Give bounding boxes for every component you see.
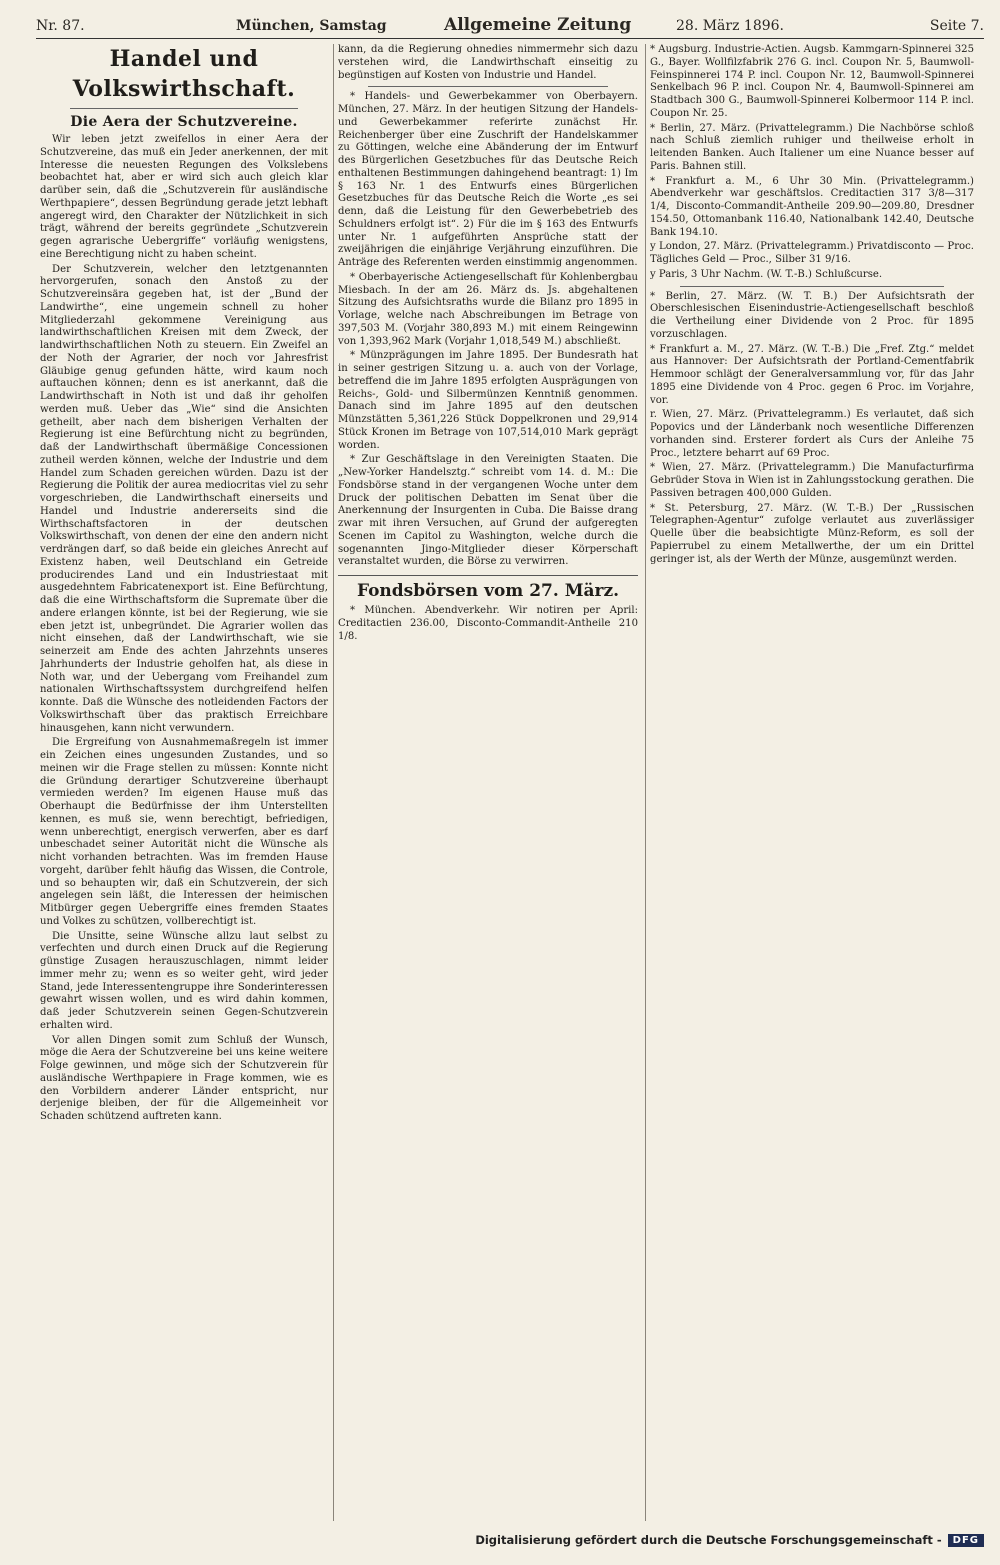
issue-date: 28. März 1896. [676, 18, 784, 34]
newspaper-title: Allgemeine Zeitung [444, 15, 632, 35]
paragraph: Die Ergreifung von Ausnahmemaßregeln ist immer ein Zeichen eines ungesunden Zustandes, und so meinen wir die Frage stellen zu müssen: Konnte nicht die Gründung derartiger Schutzvereine überhaupt vermieden werden? Im eigenen Hause muß das Oberhaupt die Bedürfnisse der ihm Unterstellten kennen, es muß sie, wenn berechtigt, befriedigen, wenn unberechtigt, energisch verwerfen, aber es darf unbeschadet seiner Autorität nicht die Wünsche als nicht vorhanden betrachten. Was im fremden Hause vorgeht, darüber fehlt häufig das Wissen, die Controle, und so behaupten wir, daß ein Schutzverein, der sich angelegen sein läßt, die Interessen der heimischen Mitbürger gegen Uebergriffe eines fremden Staates und Volkes zu schützen, vollberechtigt ist. [40, 737, 328, 927]
paragraph: * Handels- und Gewerbekammer von Oberbayern. München, 27. März. In der heutigen Sitzung der Handels- und Gewerbekammer referirte zunächst Hr. Reichenberger über eine Zuschrift der Handelskammer zu Göttingen, welche eine Abänderung der im Entwurf des Bürgerlichen Gesetzbuches für das Deutsche Reich enthaltenen Bestimmungen dahingehend beantragt: 1) Im § 163 Nr. 1 des Entwurfs eines Bürgerlichen Gesetzbuches für das Deutsche Reich die Worte „es sei denn, daß die Leistung für den Gewerbebetrieb des Schuldners erfolgt ist“. 2) Für die im § 163 des Entwurfs unter Nr. 1 aufgeführten Ansprüche statt der zweijährigen die einjährige Verjährung einzuführen. Die Anträge des Referenten werden einstimmig angenommen. [338, 91, 638, 268]
paragraph: Wir leben jetzt zweifellos in einer Aera der Schutzvereine, das muß ein Jeder anerkennen, der mit Interesse die neuesten Regungen des Volkslebens beobachtet hat, aber er wird sich auch gleich klar darüber sein, daß die „Schutzverein für ausländische Werthpapiere“, dessen Begründung gerade jetzt lebhaft angeregt wird, den Charakter der Nützlichkeit in sich trägt, während der bereits gegründete „Schutzverein gegen agrarische Uebergriffe“ vorläufig wenigstens, eine Berechtigung nicht zu haben scheint. [40, 134, 328, 260]
column-2 [338, 44, 638, 1521]
column-rule [333, 44, 334, 1521]
paragraph: * Frankfurt a. M., 6 Uhr 30 Min. (Privattelegramm.) Abendverkehr war geschäftslos. Creditactien 317 3/8—317 1/4, Disconto-Commandit-Antheile 209.90—209.80, Dresdner 154.50, Ottomanbank 116.40, Nationalbank 142.40, Deutsche Bank 194.10. [650, 175, 974, 238]
paragraph: * Augsburg. Industrie-Actien. Augsb. Kammgarn-Spinnerei 325 G., Bayer. Wollfilzfabrik 276 G. incl. Coupon Nr. 5, Baumwoll-Feinspinnerei 174 P. incl. Coupon Nr. 12, Baumwoll-Spinnerei Senkelbach 96 P. incl. Coupon Nr. 4, Baumwoll-Spinnerei am Stadtbach 300 G., Baumwoll-Spinnerei Kolbermoor 114 P. incl. Coupon Nr. 25. [650, 44, 974, 119]
paragraph: * St. Petersburg, 27. März. (W. T.-B.) Der „Russischen Telegraphen-Agentur“ zufolge verlautet aus zuverlässiger Quelle über die beabsichtigte Münz-Reform, es soll der Papierrubel zu einem Metallwerthe, der um ein Drittel geringer ist, als der Werth der Münze, ausgemünzt werden. [650, 502, 974, 565]
article-title: Die Aera der Schutzvereine. [70, 114, 298, 130]
credit-text: Digitalisierung gefördert durch die Deutsche Forschungsgemeinschaft - [475, 1533, 942, 1547]
fonds-title: Fondsbörsen vom 27. März. [338, 575, 638, 602]
page-number: Seite 7. [929, 18, 984, 34]
column-3 [650, 44, 974, 1521]
city-day: München, Samstag [236, 18, 387, 34]
paragraph: * Berlin, 27. März. (Privattelegramm.) Die Nachbörse schloß nach Schluß ziemlich ruhiger und theilweise erholt in leitenden Banken. Auch Italiener um eine Nuance besser auf Paris. Bahnen still. [650, 122, 974, 172]
divider [680, 286, 944, 287]
paragraph: Vor allen Dingen somit zum Schluß der Wunsch, möge die Aera der Schutzvereine bei uns keine weitere Folge gewinnen, und möge sich der Schutzverein für ausländische Werthpapiere in Frage kommen, wie es den Vorbildern anderer Länder entspricht, nur derjenige bleiben, der für die Allgemeinheit vor Schaden schützend auftreten kann. [40, 1034, 328, 1122]
divider [70, 108, 298, 109]
paragraph: * Oberbayerische Actiengesellschaft für Kohlenbergbau Miesbach. In der am 26. März ds. Js. abgehaltenen Sitzung des Aufsichtsraths wurde die Bilanz pro 1895 in Vorlage, welche nach Abschreibungen im Betrage von 397,503 M. (Vorjahr 380,893 M.) mit einem Reingewinn von 1,393,962 Mark (Vorjahr 1,018,549 M.) abschließt. [338, 271, 638, 347]
masthead-rule [36, 38, 984, 39]
paragraph: Der Schutzverein, welcher den letztgenannten hervorgerufen, sonach den Anstoß zu der Schutzvereinsära gegeben hat, ist der „Bund der Landwirthe“, eine ungemein schnell zu hoher Mitgliederzahl gekommene Vereinigung aus landwirthschaftlichen Kreisen mit dem Zweck, der landwirthschaftlichen Noth zu steuern. Ein Zweifel an der Noth der Agrarier, der noch vor Jahresfrist Gläubige genug gefunden hätte, wird kaum noch auftauchen können; denn es ist anerkannt, daß die Landwirthschaft in Noth ist und daß ihr geholfen werden muß. Ueber das „Wie“ sind die Ansichten getheilt, aber nach dem bisherigen Verhalten der Regierung ist eine Befürchtung nicht zu begründen, daß der Landwirthschaft übermäßige Concessionen zutheil werden können, welche der Industrie und dem Handel zum Schaden gereichen würden. Dazu ist der Regierung die Politik der aurea mediocritas viel zu sehr vorgeschrieben, die Landwirthschaft einerseits und Handel und Industrie andererseits sind die Wirthschaftsfactoren in der deutschen Volkswirthschaft, von denen der eine den andern nicht verdrängen darf, so daß beide ein gleiches Anrecht auf Existenz haben, weil Deutschland ein Getreide producirendes Land und ein Industriestaat mit ausgedehntem Fabricatenexport ist. Eine Befürchtung, daß die eine Wirthschaftsform die Supremate über die andere erlangen könnte, ist bei der Regierung, wie sie eben jetzt ist, unbegründet. Die Agrarier wollen das nicht einsehen, daß der Landwirthschaft, wie sie seinerzeit am Ende des achten Jahrzehnts unseres Jahrhunderts der Industrie geholfen hat, als diese in Noth war, und der Uebergang vom Freihandel zum nationalen Wirthschaftssystem durchgreifend helfen konnte. Daß die Wünsche des notleidenden Factors der Volkswirthschaft über das praktisch Erreichbare hinausgehen, kann nicht verwundern. [40, 263, 328, 734]
paragraph: y Paris, 3 Uhr Nachm. (W. T.-B.) Schlußcurse. [650, 268, 883, 280]
paragraph: Die Unsitte, seine Wünsche allzu laut selbst zu verfechten und durch einen Druck auf die Regierung günstige Zusagen herauszuschlagen, nimmt leider immer mehr zu; wenn es so weiter geht, wird jeder Stand, jede Interessentengruppe ihre Sonderinteressen gewahrt wissen wollen, und es wird dahin kommen, daß jeder Schutzverein seinen Gegen-Schutzverein erhalten wird. [40, 930, 328, 1031]
column-rule [645, 44, 646, 1521]
issue-number: Nr. 87. [36, 18, 85, 34]
section-title: Handel und Volkswirthschaft. [72, 46, 296, 102]
dfg-logo: DFG [948, 1534, 984, 1547]
paragraph: y London, 27. März. (Privattelegramm.) Privatdisconto — Proc. Tägliches Geld — Proc., Silber 31 9/16. [650, 241, 974, 265]
masthead [36, 14, 984, 36]
paragraph: * München. Abendverkehr. Wir notiren per April: Creditactien 236.00, Disconto-Commandit-Antheile 210 1/8. [338, 605, 638, 642]
paragraph: * Berlin, 27. März. (W. T. B.) Der Aufsichtsrath der Oberschlesischen Eisenindustrie-Actiengesellschaft beschloß die Vertheilung einer Dividende von 2 Proc. für 1895 vorzuschlagen. [650, 290, 974, 340]
paragraph: * Frankfurt a. M., 27. März. (W. T.-B.) Die „Fref. Ztg.“ meldet aus Hannover: Der Aufsichtsrath der Portland-Cementfabrik Hemmoor schlägt der Generalversammlung vor, für das Jahr 1895 eine Dividende von 4 Proc. gegen 6 Proc. im Vorjahre, vor. [650, 343, 974, 406]
paragraph: r. Wien, 27. März. (Privattelegramm.) Es verlautet, daß sich Popovics und der Länderbank noch wesentliche Differenzen vorhanden sind. Ersterer fordert als Curs der Anleihe 75 Proc., letztere beharrt auf 69 Proc. [650, 409, 974, 459]
paragraph: * Münzprägungen im Jahre 1895. Der Bundesrath hat in seiner gestrigen Sitzung u. a. auch von der Vorlage, betreffend die im Jahre 1895 erfolgten Ausprägungen von Reichs-, Gold- und Silbermünzen Kenntniß genommen. Danach sind im Jahre 1895 auf den deutschen Münzstätten 5,361,226 Stück Doppelkronen und 29,914 Stück Kronen im Betrage von 107,514,010 Mark geprägt worden. [338, 350, 638, 451]
paragraph: kann, da die Regierung ohnedies nimmermehr sich dazu verstehen wird, die Landwirthschaft einseitig zu begünstigen auf Kosten von Industrie und Handel. [338, 44, 638, 81]
digitization-credit [0, 1533, 984, 1553]
divider [368, 86, 608, 87]
column-1 [40, 44, 328, 1521]
paragraph: * Zur Geschäftslage in den Vereinigten Staaten. Die „New-Yorker Handelsztg.“ schreibt vom 14. d. M.: Die Fondsbörse stand in der vergangenen Woche unter dem Druck der politischen Debatten im Senat über die Anerkennung der Insurgenten in Cuba. Die Baisse drang zwar mit ihren Versuchen, auf Grund der aufgeregten Scenen im Capitol zu Washington, welche durch die sogenannten Jingo-Mitglieder dieser Körperschaft veranstaltet wurden, die Börse zu verwirren. [338, 454, 638, 568]
paragraph: * Wien, 27. März. (Privattelegramm.) Die Manufacturfirma Gebrüder Stova in Wien ist in Zahlungsstockung gerathen. Die Passiven betragen 400,000 Gulden. [650, 462, 974, 499]
